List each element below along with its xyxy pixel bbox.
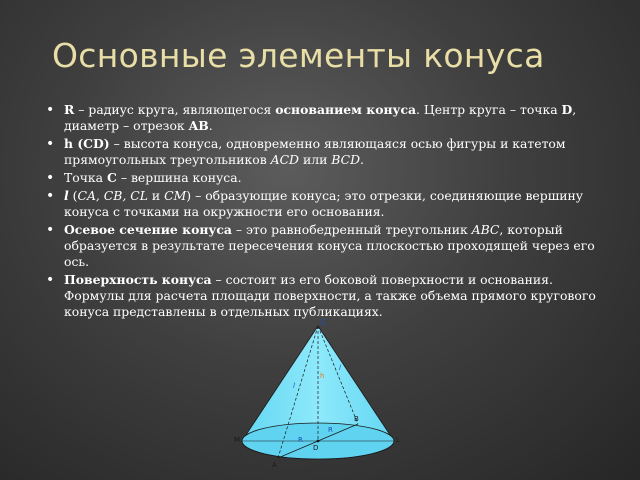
label-r-left: R bbox=[298, 436, 303, 444]
bullet-text: Точка bbox=[64, 170, 107, 185]
term-axial-section: Осевое сечение конуса bbox=[64, 222, 232, 237]
term-l: l bbox=[64, 188, 69, 203]
bullet-height bbox=[46, 136, 606, 168]
term-base: основанием конуса bbox=[275, 102, 417, 117]
bullet-text: , который образуется в результате пересечения конуса плоскостью проходящей через его ось. bbox=[64, 222, 595, 269]
bullet-text: или bbox=[299, 152, 332, 167]
term-abc: ABC bbox=[471, 222, 500, 237]
bullet-text: ) – образующие конуса; это отрезки, соединяющие вершину конуса с точками на окружности его основания. bbox=[64, 188, 584, 219]
term-d: D bbox=[561, 102, 573, 117]
bullet-axial-section bbox=[46, 222, 606, 270]
label-b: B bbox=[354, 415, 359, 423]
label-m: M bbox=[234, 436, 241, 444]
label-h: h bbox=[320, 372, 325, 380]
bullet-text: , диаметр – отрезок bbox=[64, 102, 577, 133]
slide-title: Основные элементы конуса bbox=[52, 36, 545, 75]
term-bcd: BCD bbox=[331, 152, 361, 167]
term-r: R bbox=[64, 102, 75, 117]
bullet-text: ( bbox=[68, 188, 78, 203]
bullet-text: и bbox=[147, 188, 165, 203]
bullet-text: – это равнобедренный треугольник bbox=[231, 222, 472, 237]
cone-diagram bbox=[218, 318, 418, 480]
center-point-d bbox=[317, 440, 320, 443]
label-l-right: l bbox=[339, 364, 341, 372]
bullet-text: . Центр круга – точка bbox=[416, 102, 562, 117]
term-c: C bbox=[107, 170, 117, 185]
term-ca-cb-cl: CA, CB, CL bbox=[77, 188, 148, 203]
term-h: h (CD) bbox=[64, 136, 110, 151]
bullet-vertex bbox=[46, 170, 606, 186]
label-l-point: L bbox=[396, 436, 400, 444]
label-c: C bbox=[321, 318, 327, 327]
label-d: D bbox=[313, 444, 319, 452]
label-a: A bbox=[272, 461, 277, 469]
label-l-left: l bbox=[293, 382, 295, 390]
bullet-generatrix bbox=[46, 188, 606, 220]
bullet-text: – радиус круга, являющегося bbox=[74, 102, 276, 117]
term-ab: AB bbox=[188, 118, 209, 133]
bullet-text: – состоит из его боковой поверхности и основания. Формулы для расчета площади поверхности, а также объема прямого кругового конуса представлены в отдельных публикациях. bbox=[64, 272, 596, 319]
bullet-text: . bbox=[360, 152, 364, 167]
bullet-text: . bbox=[208, 118, 213, 133]
bullet-surface bbox=[46, 272, 606, 320]
bullet-text: – вершина конуса. bbox=[116, 170, 242, 185]
label-r-right: R bbox=[328, 426, 333, 434]
term-cm: CM bbox=[164, 188, 187, 203]
bullet-radius bbox=[46, 102, 606, 134]
bullet-list bbox=[46, 102, 606, 322]
bullet-text: – высота конуса, одновременно являющаяся осью фигуры и катетом прямоугольных треугольников bbox=[64, 136, 566, 167]
term-surface: Поверхность конуса bbox=[64, 272, 212, 287]
term-acd: ACD bbox=[270, 152, 299, 167]
